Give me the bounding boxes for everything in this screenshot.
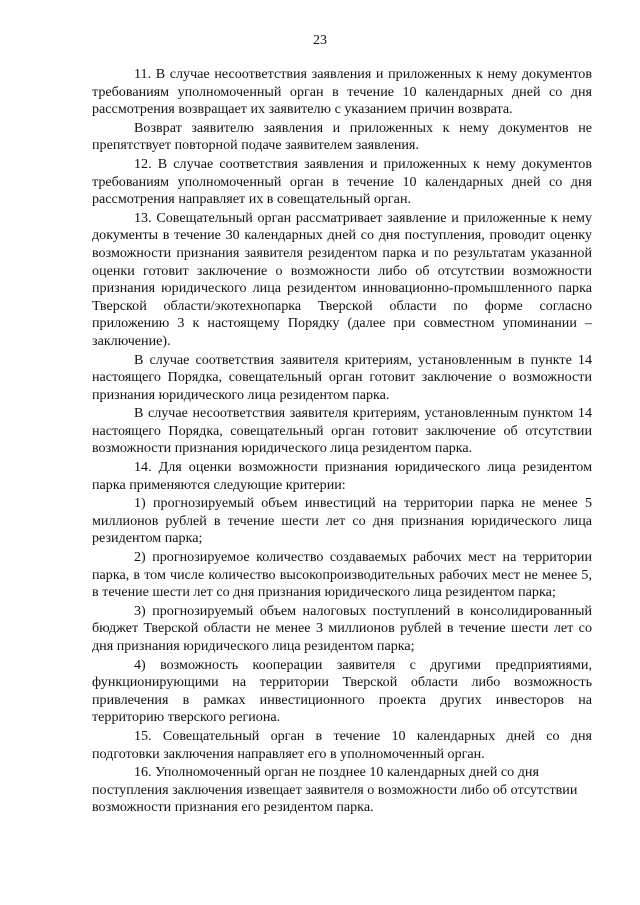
document-body [92, 66, 592, 817]
paragraph-compliance: В случае соответствия заявителя критериям, установленным в пункте 14 настоящего Порядка, совещательный орган готовит заключение о возможности признания юридического лица резидентом парка. [92, 351, 592, 403]
criterion-4: 4) возможность кооперации заявителя с другими предприятиями, функционирующими на территории Тверской области либо возможность привлечения в рамках инвестиционного проекта других инвесторов на территорию тверского региона. [92, 656, 592, 726]
paragraph-12: 12. В случае соответствия заявления и приложенных к нему документов требованиям уполномоченный орган в течение 10 календарных дней со дня рассмотрения направляет их в совещательный орган. [92, 155, 592, 208]
paragraph-11: 11. В случае несоответствия заявления и приложенных к нему документов требованиям уполномоченный орган в течение 10 календарных дней со дня рассмотрения возвращает их заявителю с указанием причин возврата. [92, 66, 592, 118]
criterion-1: 1) прогнозируемый объем инвестиций на территории парка не менее 5 миллионов рублей в течение шести лет со дня признания юридического лица резидентом парка; [92, 495, 592, 547]
paragraph-14: 14. Для оценки возможности признания юридического лица резидентом парка применяются следующие критерии: [92, 459, 592, 493]
paragraph-noncompliance: В случае несоответствия заявителя критериям, установленным пунктом 14 настоящего Порядка, совещательный орган готовит заключение об отсутствии возможности признания юридического лица резидентом парка. [92, 405, 592, 457]
paragraph-return-note: Возврат заявителю заявления и приложенных к нему документов не препятствует повторной подаче заявителем заявления. [92, 119, 592, 154]
page-number: 23 [313, 33, 327, 48]
criterion-2: 2) прогнозируемое количество создаваемых рабочих мест на территории парка, в том числе количество высокопроизводительных рабочих мест не менее 5, в течение шести лет со дня признания юридического лица резидентом парка; [92, 549, 592, 601]
paragraph-13: 13. Совещательный орган рассматривает заявление и приложенные к нему документы в течение 30 календарных дней со дня поступления, проводит оценку возможности признания заявителя резидентом парка и по результатам указанной оценки готовит заключение о возможности либо об отсутствии возможности признания юридического лица резидентом инновационно-промышленного парка Тверской области/экотехнопарка Тверской области по форме согласно приложению 3 к настоящему Порядку (далее при совместном упоминании – заключение). [92, 209, 592, 349]
criterion-3: 3) прогнозируемый объем налоговых поступлений в консолидированный бюджет Тверской области не менее 3 миллионов рублей в течение шести лет со дня признания юридического лица резидентом парка; [92, 602, 592, 654]
paragraph-15: 15. Совещательный орган в течение 10 календарных дней со дня подготовки заключения направляет его в уполномоченный орган. [92, 727, 592, 762]
paragraph-16: 16. Уполномоченный орган не позднее 10 календарных дней со дня поступления заключения извещает заявителя о возможности либо об отсутствии возможности признания его резидентом парка. [92, 764, 578, 816]
